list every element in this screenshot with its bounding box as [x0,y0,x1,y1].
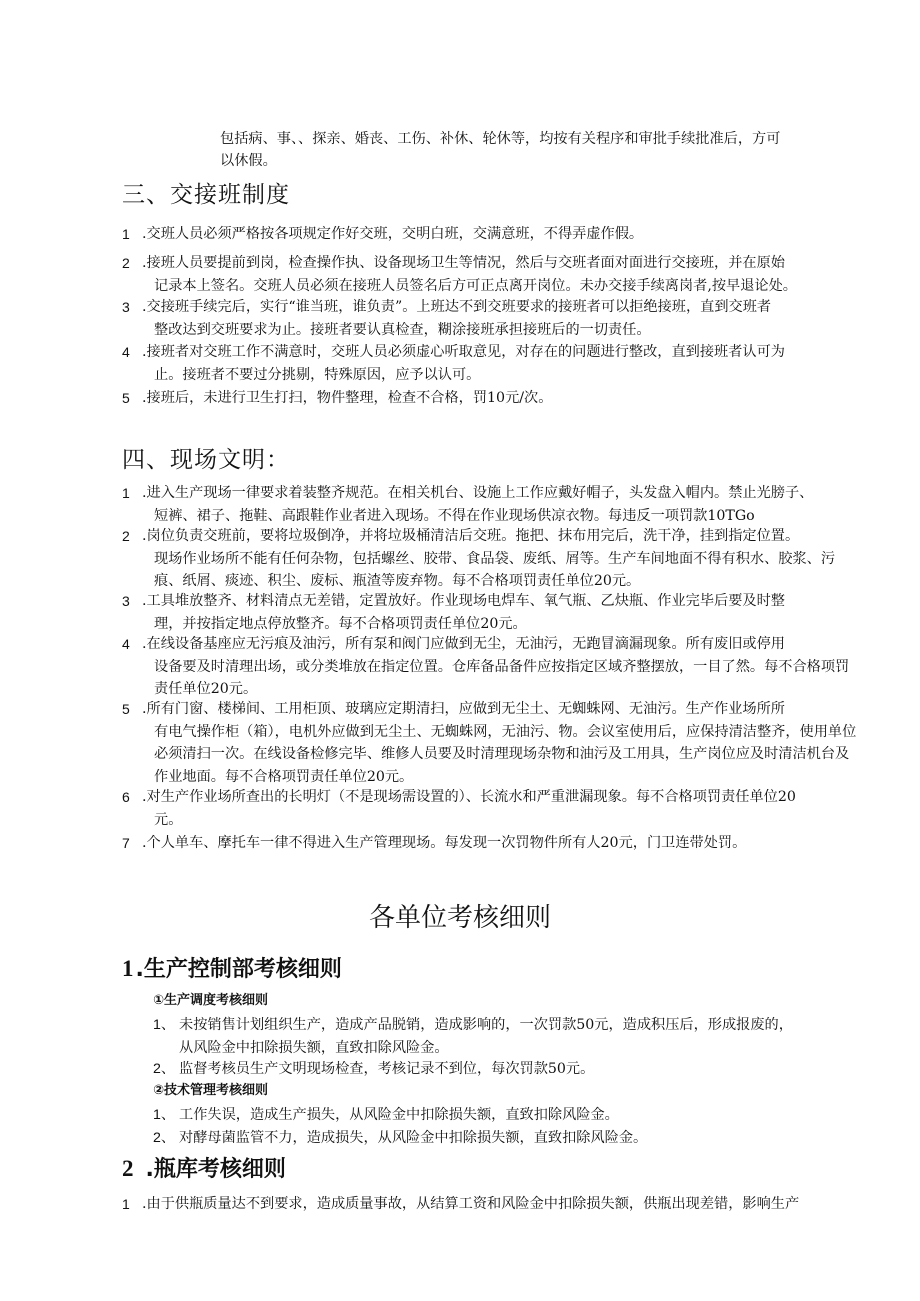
part-1-title: .生产控制部考核细则 [135,957,342,982]
item-text: 监督考核员生产文明现场检查，考核记录不到位，每次罚款50元。 [179,1061,595,1077]
section-3-title: 三、交接班制度 [122,182,290,208]
item-number: 3 [122,593,130,609]
item-number: 2、 [153,1061,176,1077]
item-text-cont: 止。接班者不要过分挑剔，特殊原因，应予以认可。 [154,366,481,383]
item-text-cont: 设备要及时清理出场，或分类堆放在指定位置。仓库备品备件应按指定区域齐整摆放，一目了然。每不合格项罚责任单位20元。 [154,658,850,697]
item-text: .接班人员要提前到岗，检查操作执、设备现场卫生等情况，然后与交班者面对面进行交接班，并在原始 [142,255,785,271]
item-number: 5 [122,701,130,717]
section-4-item [122,482,857,527]
item-number: 2、 [153,1130,176,1146]
item-text: .进入生产现场一律要求着装整齐规范。在相关机台、设施上工作应戴好帽子，头发盘入帽内。禁止光膀子、 [142,485,814,501]
section-3-item [122,387,857,410]
sub-item [153,1058,863,1081]
item-text: 对酵母菌监管不力，造成损失，从风险金中扣除损失额，直致扣除风险金。 [179,1130,648,1146]
continuation-line-1: 包括病、事、、探亲、婚丧、工伤、补休、轮休等，均按有关程序和审批手续批准后，方可 [220,131,781,147]
item-number: 1、 [153,1107,176,1123]
item-text: .个人单车、摩托车一律不得进入生产管理现场。每发现一次罚物件所有人20元，门卫连带处罚。 [142,835,747,851]
item-text: .工具堆放整齐、材料清点无差错，定置放好。作业现场电焊车、氧气瓶、乙炔瓶、作业完毕后要及时整 [142,593,785,609]
item-text: .交接班手续完后，实行“谁当班，谁负责”。上班达不到交班要求的接班者可以拒绝接班，直到交班者 [142,299,772,315]
item-text-cont: 短裤、裙子、拖鞋、高跟鞋作业者进入现场。不得在作业现场供凉衣物。每违反一项罚款10TGo [154,507,755,524]
section-4-item [122,786,857,831]
sub-heading-1: ①生产调度考核细则 [153,993,269,1008]
continuation-paragraph [220,128,850,172]
section-3-item [122,252,857,297]
item-number: 4 [122,636,130,652]
part-1-number: 1 [122,956,134,981]
item-number: 7 [122,835,130,851]
item-number: 3 [122,299,130,315]
item-number: 4 [122,344,130,360]
section-4-item [122,698,857,788]
item-text-cont: 记录本上签名。交班人员必须在接班人员签名后方可正点离开岗位。未办交接手续离岗者,按早退论处。 [154,277,797,294]
item-number: 2 [122,528,130,544]
item-text: .在线设备基座应无污痕及油污，所有泵和阀门应做到无尘，无油污，无跑冒滴漏现象。所有废旧或停用 [142,636,785,652]
part-2-title: .瓶库考核细则 [145,1157,286,1182]
item-text: .接班者对交班工作不满意时，交班人员必须虚心听取意见，对存在的问题进行整改，直到接班者认可为 [142,344,785,360]
continuation-line-2: 以休假。 [220,153,277,169]
item-text-cont: 现场作业场所不能有任何杂物，包括螺丝、胶带、食品袋、废纸、屑等。生产车间地面不得有积水、胶浆、污痕、纸屑、痰迹、积尘、废标、瓶渣等废弃物。每不合格项罚责任单位20元。 [154,550,836,589]
part-1-heading [122,954,342,985]
item-text-cont: 理，并按指定地点停放整齐。每不合格项罚责任单位20元。 [154,615,527,632]
part-2-number: 2 [122,1156,134,1181]
item-number: 5 [122,390,130,406]
sub-item [153,1014,863,1059]
section-3-item [122,223,857,246]
item-text: .岗位负责交班前，要将垃圾倒净，并将垃圾桶清洁后交班。拖把、抹布用完后，洗干净，挂到指定位置。 [142,528,800,544]
item-text: .由于供瓶质量达不到要求，造成质量事故，从结算工资和风险金中扣除损失额，供瓶出现差错，影响生产 [142,1196,800,1212]
item-text-cont: 元。 [154,811,183,828]
assessment-title: 各单位考核细则 [368,903,551,933]
item-text-cont: 从风险金中扣除损失额，直致扣除风险金。 [179,1039,449,1056]
section-3-item [122,296,857,341]
item-text-cont: 整改达到交班要求为止。接班者要认真检查，糊涂接班承担接班后的一切责任。 [154,321,651,338]
item-number: 1、 [153,1017,176,1033]
sub-item [153,1127,863,1150]
item-number: 1 [122,1196,130,1212]
sub-heading-2: ②技术管理考核细则 [153,1083,269,1098]
item-text: .所有门窗、楼梯间、工用柜顶、玻璃应定期清扫，应做到无尘土、无蜘蛛网、无油污。生产作业场所所 [142,701,785,717]
item-number: 6 [122,789,130,805]
part-2-item [122,1193,857,1216]
section-4-item [122,525,857,593]
item-text: .接班后，未进行卫生打扫，物件整理，检查不合格，罚10元/次。 [142,390,553,406]
item-text: .对生产作业场所查出的长明灯（不是现场需设置的）、长流水和严重泄漏现象。每不合格项罚责任单位20 [142,789,796,805]
item-text: .交班人员必须严格按各项规定作好交班，交明白班，交满意班，不得弄虚作假。 [142,226,644,242]
section-4-item [122,832,857,855]
item-number: 2 [122,255,130,271]
section-4-title: 四、现场文明： [122,447,290,473]
item-text-cont: 有电气操作柜（箱），电机外应做到无尘土、无蜘蛛网，无油污、物。会议室使用后，应保持清洁整齐，使用单位必须清扫一次。在线设备检修完毕、维修人员要及时清理现场杂物和油污及工用具，生产岗位应及时清洁机台及作业地面。每不合格项罚责任单位20元。 [154,723,857,785]
section-4-item [122,633,857,701]
item-number: 1 [122,226,130,242]
item-text: 未按销售计划组织生产，造成产品脱销，造成影响的，一次罚款50元，造成积压后，形成报废的， [179,1017,793,1033]
item-text: 工作失误，造成生产损失，从风险金中扣除损失额，直致扣除风险金。 [179,1107,619,1123]
sub-item [153,1104,863,1127]
part-2-heading [122,1154,286,1185]
item-number: 1 [122,485,130,501]
section-3-item [122,341,857,386]
section-4-item [122,590,857,635]
